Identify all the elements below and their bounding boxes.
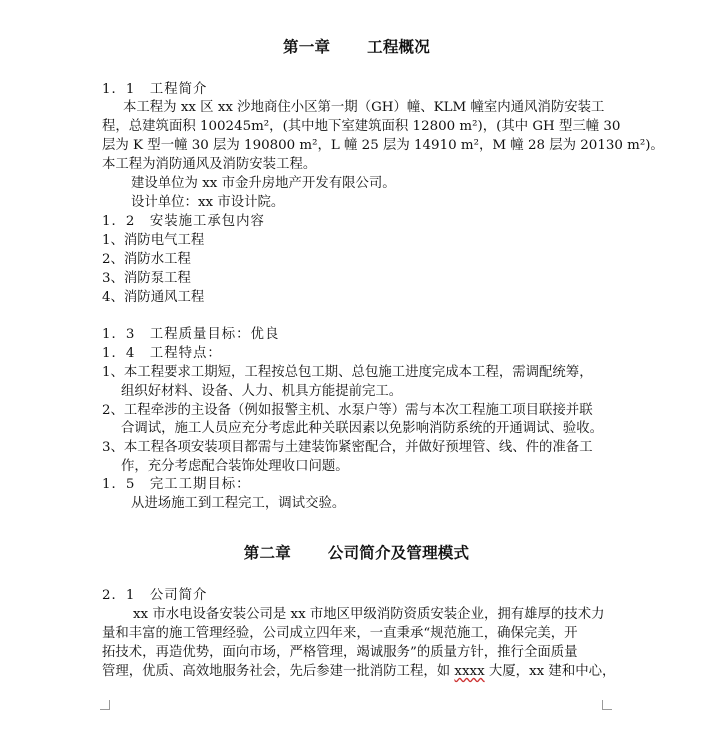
chapter-2-title: 第二章 公司简介及管理模式 bbox=[243, 544, 470, 562]
project-intro-line: 层为 K 型一幢 30 层为 190800 m²，L 幢 25 层为 14910 m²，M 幢 28 层为 20130 m²)。 bbox=[102, 138, 664, 153]
feature-item-continuation: 作，充分考虑配合装饰处理收口问题。 bbox=[121, 459, 349, 474]
feature-item-continuation: 合调试，施工人员应充分考虑此种关联因素以免影响消防系统的开通调试、验收。 bbox=[121, 421, 604, 436]
builder-line: 建设单位为 xx 市金升房地产开发有限公司。 bbox=[131, 176, 396, 191]
section-2-1-heading: 2．1 公司简介 bbox=[102, 588, 208, 603]
company-intro-line: 量和丰富的施工管理经验，公司成立四年来，一直秉承“规范施工，确保完美，开 bbox=[102, 626, 578, 641]
spellcheck-underlined-word: xxxx bbox=[454, 664, 485, 679]
project-intro-line: 本工程为消防通风及消防安装工程。 bbox=[102, 157, 317, 172]
scope-item: 3、消防泵工程 bbox=[102, 271, 191, 286]
company-intro-line: xx 市水电设备安装公司是 xx 市地区甲级消防资质安装企业，拥有雄厚的技术力 bbox=[133, 607, 605, 622]
company-intro-line bbox=[102, 663, 642, 681]
scope-item: 4、消防通风工程 bbox=[102, 290, 205, 305]
company-intro-text: 管理，优质、高效地服务社会，先后参建一批消防工程，如 bbox=[102, 664, 455, 679]
section-1-5-heading: 1．5 完工工期目标： bbox=[102, 477, 251, 492]
project-intro-line: 程，总建筑面积 100245m²，(其中地下室建筑面积 12800 m²)，(其中 GH 型三幢 30 bbox=[102, 119, 621, 134]
feature-item-continuation: 组织好材料、设备、人力、机具方能提前完工。 bbox=[121, 384, 403, 399]
scope-item: 2、消防水工程 bbox=[102, 252, 191, 267]
section-1-4-heading: 1．4 工程特点： bbox=[102, 346, 222, 361]
chapter-1-title: 第一章 工程概况 bbox=[283, 38, 430, 56]
section-1-3-heading: 1．3 工程质量目标：优良 bbox=[102, 327, 280, 342]
company-intro-text: 大厦，xx 建和中心， bbox=[484, 664, 616, 679]
feature-item: 1、本工程要求工期短，工程按总包工期、总包施工进度完成本工程，需调配统筹， bbox=[102, 365, 593, 380]
completion-target-text: 从进场施工到工程完工，调试交验。 bbox=[131, 496, 346, 511]
page-corner-mark-left bbox=[100, 700, 110, 710]
feature-item: 2、工程牵涉的主设备（例如报警主机、水泵户等）需与本次工程施工项目联接并联 bbox=[102, 403, 593, 418]
page-corner-mark-right bbox=[602, 700, 612, 710]
feature-item: 3、本工程各项安装项目都需与土建装饰紧密配合，并做好预埋管、线、件的准备工 bbox=[102, 440, 593, 455]
section-1-2-heading: 1．2 安装施工承包内容 bbox=[102, 214, 265, 229]
scope-item: 1、消防电气工程 bbox=[102, 233, 205, 248]
company-intro-line: 拓技术，再造优势，面向市场，严格管理，竭诚服务”的质量方针，推行全面质量 bbox=[102, 645, 578, 660]
designer-line: 设计单位：xx 市设计院。 bbox=[131, 195, 285, 210]
project-intro-line: 本工程为 xx 区 xx 沙地商住小区第一期（GH）幢、KLM 幢室内通风消防安装工 bbox=[123, 100, 605, 115]
section-1-1-heading: 1．1 工程简介 bbox=[102, 82, 208, 97]
